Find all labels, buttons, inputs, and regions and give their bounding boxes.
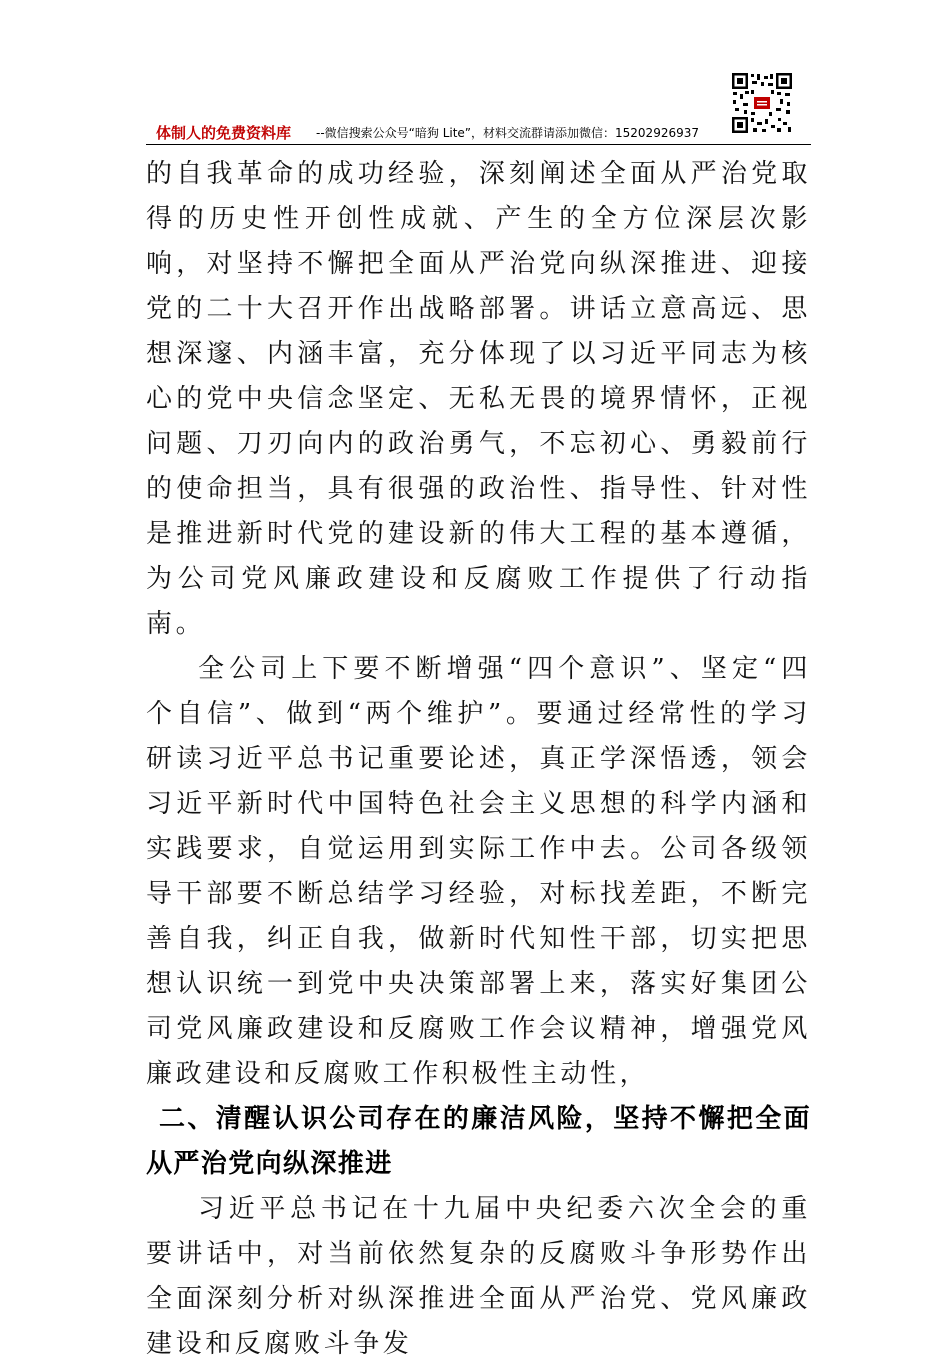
document-body [146,152,811,1367]
paragraph-2: 全公司上下要不断增强“四个意识”、坚定“四个自信”、做到“两个维护”。要通过经常性的学习研读习近平总书记重要论述，真正学深悟透，领会习近平新时代中国特色社会主义思想的科学内涵和实践要求，自觉运用到实际工作中去。公司各级领导干部要不断总结学习经验，对标找差距，不断完善自我，纠正自我，做新时代知性干部，切实把思想认识统一到党中央决策部署上来，落实好集团公司党风廉政建设和反腐败工作会议精神，增强党风廉政建设和反腐败工作积极性主动性， [146,654,811,1089]
header-title: 体制人的免费资料库 [156,124,292,142]
paragraph-3: 习近平总书记在十九届中央纪委六次全会的重要讲话中，对当前依然复杂的反腐败斗争形势作出全面深刻分析对纵深推进全面从严治党、党风廉政建设和反腐败斗争发 [146,1194,811,1359]
paragraph-1: 的自我革命的成功经验，深刻阐述全面从严治党取得的历史性开创性成就、产生的全方位深层次影响，对坚持不懈把全面从严治党向纵深推进、迎接党的二十大召开作出战略部署。讲话立意高远、思想深邃、内涵丰富，充分体现了以习近平同志为核心的党中央信念坚定、无私无畏的境界情怀，正视问题、刀刃向内的政治勇气，不忘初心、勇毅前行的使命担当，具有很强的政治性、指导性、针对性是推进新时代党的建设新的伟大工程的基本遵循，为公司党风廉政建设和反腐败工作提供了行动指南。 [146,159,811,639]
header-divider [146,144,811,145]
page-header [146,118,811,146]
header-note: --微信搜索公众号“暗狗 Lite”，材料交流群请添加微信：15202926937 [316,126,699,140]
section-heading: 二、清醒认识公司存在的廉洁风险，坚持不懈把全面从严治党向纵深推进 [146,1104,811,1179]
